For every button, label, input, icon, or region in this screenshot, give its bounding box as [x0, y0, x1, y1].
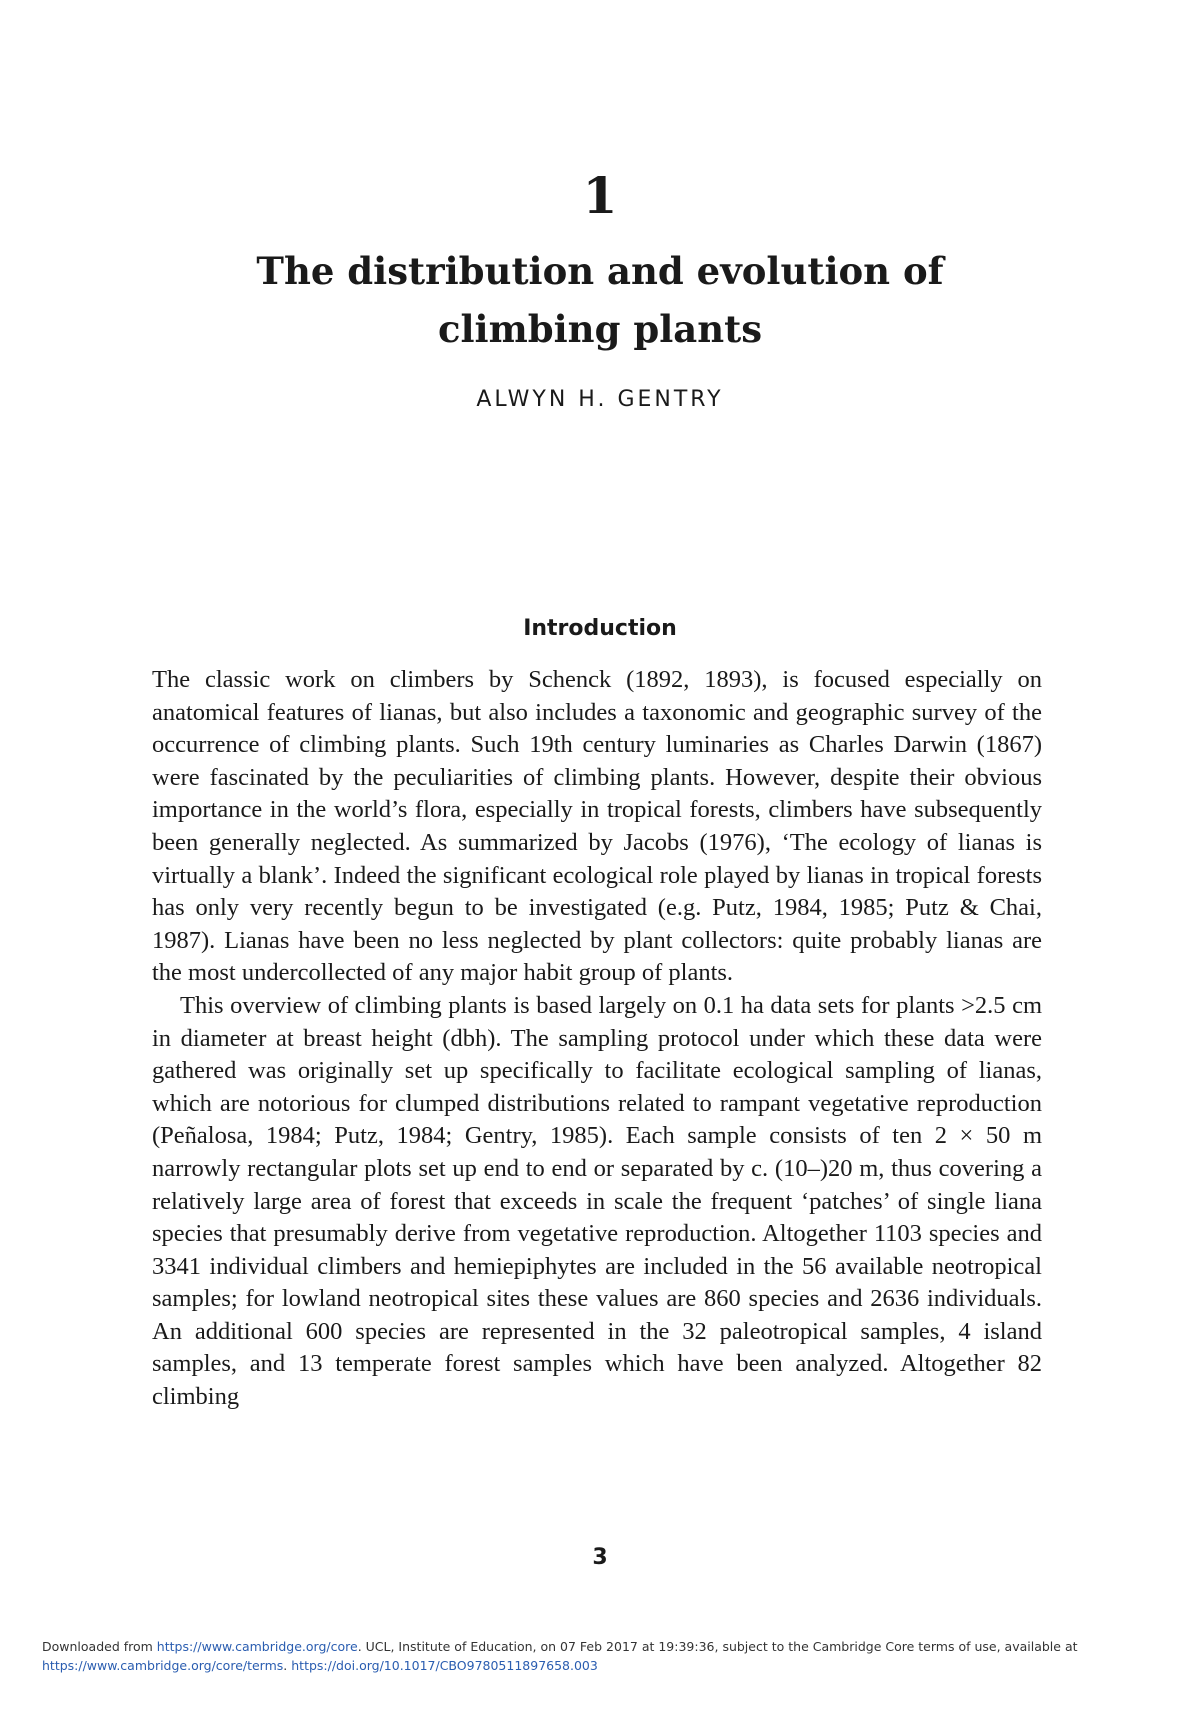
cambridge-core-link[interactable]: https://www.cambridge.org/core	[156, 1639, 358, 1654]
doi-link[interactable]: https://doi.org/10.1017/CBO9780511897658.003	[291, 1658, 598, 1673]
author-name: ALWYN H. GENTRY	[476, 387, 724, 412]
body-text	[152, 664, 1042, 1414]
footer-text: Downloaded from	[42, 1639, 157, 1654]
chapter-title-line: climbing plants	[437, 307, 763, 351]
paragraph: This overview of climbing plants is based largely on 0.1 ha data sets for plants >2.5 cm in diameter at breast height (dbh). The sampling protocol under which these data were gathered was originally set up specifically to facilitate ecological sampling of lianas, which are notorious for clumped distributions related to rampant vegetative reproduction (Peñalosa, 1984; Putz, 1984; Gentry, 1985). Each sample consists of ten 2 × 50 m narrowly rectangular plots set up end to end or separated by c. (10–)20 m, thus covering a relatively large area of forest that exceeds in scale the frequent ‘patches’ of single liana species that presumably derive from vegetative reproduction. Altogether 1103 species and 3341 individual climbers and hemiepiphytes are included in the 56 available neotropical samples; for lowland neotropical sites these values are 860 species and 2636 individuals. An additional 600 species are represented in the 32 paleotropical samples, 4 island samples, and 13 temperate forest samples which have been analyzed. Altogether 82 climbing	[152, 991, 1042, 1411]
footer-text: . UCL, Institute of Education, on 07 Feb 2017 at 19:39:36, subject to the Cambridge Core terms of use, available at	[357, 1639, 1078, 1654]
download-footer	[42, 1637, 1172, 1675]
chapter-title	[200, 242, 1000, 358]
chapter-title-line: The distribution and evolution of	[256, 249, 944, 293]
chapter-number: 1	[582, 166, 618, 225]
paragraph: The classic work on climbers by Schenck (1892, 1893), is focused especially on anatomical features of lianas, but also includes a taxonomic and geographic survey of the occurrence of climbing plants. Such 19th century luminaries as Charles Darwin (1867) were fascinated by the peculiarities of climbing plants. However, despite their obvious importance in the world’s flora, especially in tropical forests, climbers have subsequently been generally neglected. As summarized by Jacobs (1976), ‘The ecology of lianas is virtually a blank’. Indeed the significant ecological role played by lianas in tropical forests has only very recently begun to be investigated (e.g. Putz, 1984, 1985; Putz & Chai, 1987). Lianas have been no less neglected by plant collectors: quite probably lianas are the most undercollected of any major habit group of plants.	[152, 666, 1042, 987]
footer-separator: .	[283, 1658, 292, 1673]
terms-link[interactable]: https://www.cambridge.org/core/terms	[42, 1658, 284, 1673]
section-heading: Introduction	[523, 616, 677, 641]
page-number: 3	[592, 1545, 608, 1570]
